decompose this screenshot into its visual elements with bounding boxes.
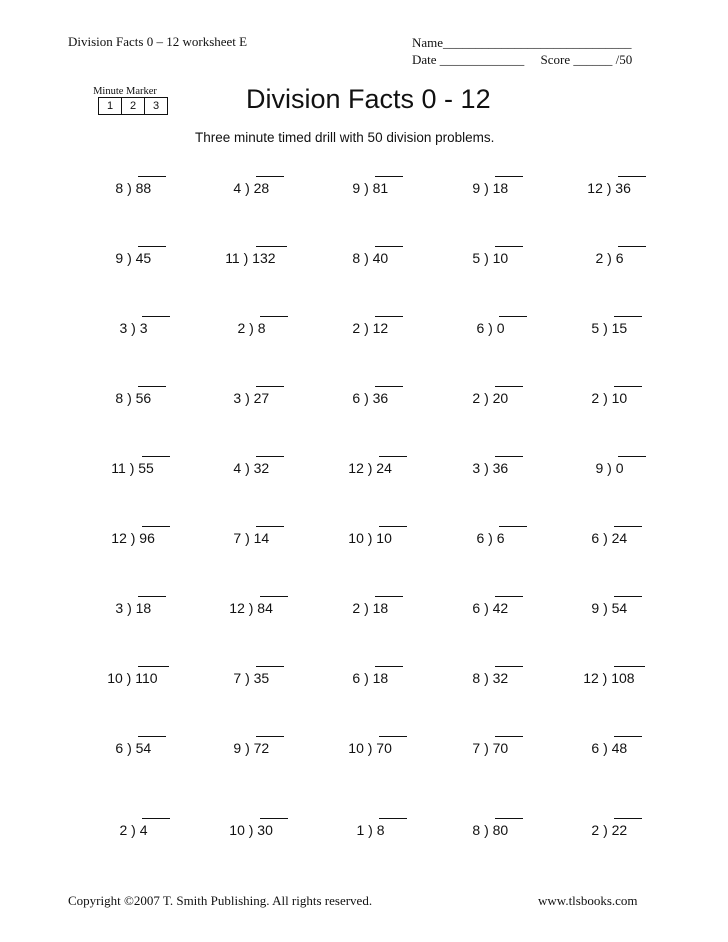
copyright-notice: Copyright ©2007 T. Smith Publishing. All rights reserved. [68,893,373,908]
answer-line [138,736,166,737]
problem-text: 6 ) 24 [591,530,628,546]
division-problem [332,656,422,690]
problem-text: 3 ) 27 [233,390,270,406]
answer-line [614,818,642,819]
problem-text: 10 ) 30 [229,822,273,838]
website-url: www.tlsbooks.com [538,893,638,908]
division-problem [95,656,185,690]
minute-marker-boxes [98,97,168,115]
answer-line [379,818,407,819]
answer-line [375,666,403,667]
problem-text: 4 ) 32 [233,460,270,476]
answer-line [618,176,646,177]
answer-line [614,736,642,737]
problem-text: 6 ) 0 [476,320,505,336]
student-info-block [412,34,632,68]
problem-text: 2 ) 18 [352,600,389,616]
problem-text: 12 ) 36 [587,180,631,196]
answer-line [614,316,642,317]
problem-text: 2 ) 10 [591,390,628,406]
minute-marker-label: Minute Marker [93,86,157,97]
problem-text: 2 ) 20 [472,390,509,406]
answer-line [256,526,284,527]
division-problem [571,446,661,480]
division-problem [452,586,542,620]
worksheet-header-title: Division Facts 0 – 12 worksheet E [68,34,248,49]
minute-marker-box-3: 3 [152,100,160,112]
division-problem [571,808,661,842]
problem-text: 6 ) 48 [591,740,628,756]
answer-line [260,818,288,819]
answer-line [375,596,403,597]
division-problem [452,726,542,760]
answer-line [256,246,287,247]
problem-text: 9 ) 81 [352,180,389,196]
answer-line [499,526,527,527]
division-problem [332,808,422,842]
problem-text: 6 ) 42 [472,600,509,616]
answer-line [138,666,169,667]
division-problem [213,306,303,340]
problem-text: 9 ) 72 [233,740,270,756]
division-problem [95,586,185,620]
division-problem [571,166,661,200]
problem-text: 8 ) 32 [472,670,509,686]
name-line: Name_____________________________ [412,35,632,50]
answer-line [260,316,288,317]
division-problem [571,516,661,550]
answer-line [614,666,645,667]
division-problem [213,376,303,410]
division-problem [571,726,661,760]
problem-text: 10 ) 70 [348,740,392,756]
problem-text: 4 ) 28 [233,180,270,196]
answer-line [138,596,166,597]
problem-text: 6 ) 18 [352,670,389,686]
division-problem [95,808,185,842]
problem-text: 11 ) 132 [225,250,276,266]
division-problem [95,726,185,760]
answer-line [260,596,288,597]
answer-line [375,246,403,247]
division-problem [213,726,303,760]
answer-line [375,386,403,387]
division-problem [213,808,303,842]
division-problem [95,236,185,270]
answer-line [495,818,523,819]
division-problem [332,376,422,410]
division-problem [332,516,422,550]
problem-text: 7 ) 35 [233,670,270,686]
answer-line [495,386,523,387]
answer-line [138,386,166,387]
problem-text: 5 ) 10 [472,250,509,266]
problem-text: 3 ) 36 [472,460,509,476]
answer-line [618,456,646,457]
division-problem [95,446,185,480]
answer-line [375,176,403,177]
answer-line [256,736,284,737]
answer-line [256,386,284,387]
minute-marker-box-2: 2 [122,98,145,114]
answer-line [614,526,642,527]
answer-line [379,526,407,527]
answer-line [142,818,170,819]
answer-line [256,456,284,457]
problem-text: 2 ) 6 [595,250,624,266]
division-problem [332,306,422,340]
division-problem [332,726,422,760]
problem-text: 8 ) 80 [472,822,509,838]
answer-line [138,246,166,247]
division-problem [571,656,661,690]
division-problem [213,446,303,480]
problem-text: 10 ) 110 [107,670,158,686]
answer-line [495,456,523,457]
division-problem [332,446,422,480]
answer-line [495,666,523,667]
problem-text: 8 ) 40 [352,250,389,266]
division-problem [452,376,542,410]
division-problem [452,446,542,480]
division-problem [452,236,542,270]
problem-text: 9 ) 0 [595,460,624,476]
division-problem [452,656,542,690]
minute-marker [84,86,170,115]
problem-text: 8 ) 88 [115,180,152,196]
division-problem [571,236,661,270]
division-problem [95,516,185,550]
problem-text: 9 ) 54 [591,600,628,616]
problem-text: 12 ) 84 [229,600,273,616]
division-problem [95,166,185,200]
answer-line [618,246,646,247]
division-problem [213,166,303,200]
division-problem [95,306,185,340]
division-problem [332,586,422,620]
problem-text: 2 ) 4 [119,822,148,838]
answer-line [142,316,170,317]
division-problem [213,586,303,620]
division-problem [452,306,542,340]
answer-line [495,596,523,597]
division-problem [95,376,185,410]
problem-text: 12 ) 96 [111,530,155,546]
answer-line [614,596,642,597]
problem-text: 2 ) 22 [591,822,628,838]
problem-text: 2 ) 12 [352,320,389,336]
problem-text: 10 ) 10 [348,530,392,546]
problem-text: 2 ) 8 [237,320,266,336]
page-subtitle: Three minute timed drill with 50 division problems. [195,130,495,145]
problem-text: 12 ) 108 [583,670,635,686]
division-problem [452,516,542,550]
answer-line [256,176,284,177]
division-problem [332,236,422,270]
problem-text: 8 ) 56 [115,390,152,406]
problem-text: 11 ) 55 [111,460,154,476]
division-problem [332,166,422,200]
problem-text: 12 ) 24 [348,460,392,476]
answer-line [142,526,170,527]
division-problem [213,236,303,270]
problem-text: 7 ) 14 [233,530,270,546]
division-problem [213,656,303,690]
page-title: Division Facts 0 - 12 [246,84,491,114]
answer-line [379,736,407,737]
problem-text: 7 ) 70 [472,740,509,756]
answer-line [495,176,523,177]
problem-text: 6 ) 54 [115,740,152,756]
problem-text: 3 ) 18 [115,600,152,616]
answer-line [499,316,527,317]
answer-line [375,316,403,317]
problem-text: 3 ) 3 [119,320,148,336]
problem-text: 9 ) 18 [472,180,509,196]
division-problem [571,306,661,340]
problem-text: 6 ) 36 [352,390,389,406]
answer-line [495,246,523,247]
division-problem [452,166,542,200]
division-problem [452,808,542,842]
answer-line [614,386,642,387]
division-problem [571,376,661,410]
date-score-line: Date _____________ Score ______ /50 [412,52,633,67]
answer-line [142,456,170,457]
division-problem [213,516,303,550]
minute-marker-box-1: 1 [99,98,122,114]
answer-line [138,176,166,177]
answer-line [379,456,407,457]
problem-text: 1 ) 8 [356,822,385,838]
problem-text: 6 ) 6 [476,530,505,546]
answer-line [495,736,523,737]
problem-text: 9 ) 45 [115,250,152,266]
division-problem [571,586,661,620]
answer-line [256,666,284,667]
problem-text: 5 ) 15 [591,320,628,336]
